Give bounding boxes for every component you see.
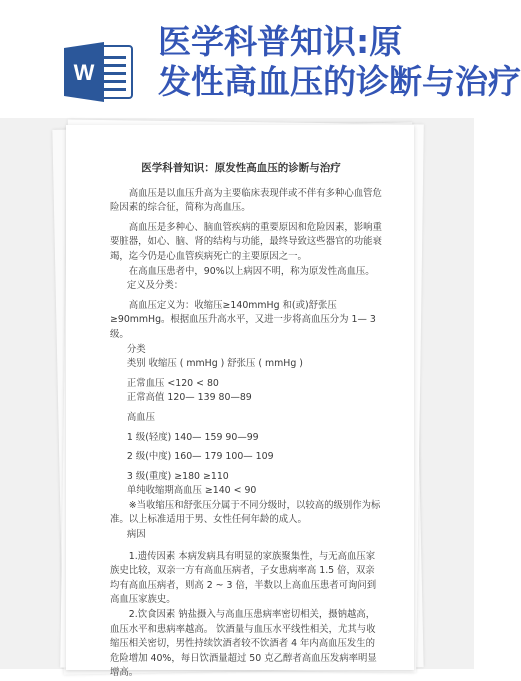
table-row-high-normal: 正常高值 120— 139 80—89	[126, 392, 252, 404]
document-title: 医学科普知识：原发性高血压的诊断与治疗	[141, 162, 341, 174]
paragraph-diet: 2.饮食因素 钠盐摄入与高血压患病率密切相关，摄钠越高，血压水平和患病率越高。 饮酒量与血压水平线性相关，尤其与收缩压相关密切，男性持续饮酒者较不饮酒者 4 年内高血压发生的危险增加 40%，每日饮酒量超过 50 克乙醇者高血压发病率明显增高。	[110, 609, 377, 679]
table-row-grade1: 1 级(轻度) 140— 159 90—99	[126, 431, 259, 443]
paragraph-note: ※当收缩压和舒张压分属于不同分级时，以较高的级别作为标准。以上标准适用于男、女性任何年龄的成人。	[110, 499, 381, 526]
banner	[0, 0, 521, 118]
table-row-grade3: 3 级(重度) ≥180 ≥110	[126, 470, 229, 482]
paragraph-definition-intro: 高血压是以血压升高为主要临床表现伴或不伴有多种心血管危险因素的综合征，简称为高血压。	[110, 187, 382, 214]
section-heading-etiology: 病因	[126, 529, 146, 541]
section-heading-classification: 分类	[126, 343, 146, 355]
table-row-grade2: 2 级(中度) 160— 179 100— 109	[126, 451, 274, 463]
table-row-normal: 正常血压 <120 < 80	[126, 377, 219, 389]
paragraph-risk: 高血压是多种心、脑血管疾病的重要原因和危险因素，影响重要脏器，如心、脑、肾的结构与功能，最终导致这些器官的功能衰竭，迄今仍是心血管疾病死亡的主要原因之一。	[110, 221, 382, 262]
table-row-isolated-systolic: 单纯收缩期高血压 ≥140 < 90	[126, 485, 257, 497]
paragraph-primary: 在高血压患者中，90%以上病因不明，称为原发性高血压。	[128, 265, 375, 277]
banner-title-line1: 医学科普知识:原	[158, 22, 403, 61]
table-header-row: 类别 收缩压 ( mmHg ) 舒张压 ( mmHg )	[126, 358, 303, 370]
paragraph-definition: 高血压定义为：收缩压≥140mmHg 和(或)舒张压≥90mmHg。根据血压升高水平，又进一步将高血压分为 1— 3 级。	[110, 299, 376, 340]
word-icon	[64, 40, 134, 104]
banner-title-line2: 发性高血压的诊断与治疗	[158, 62, 521, 101]
svg-text:W: W	[73, 60, 95, 85]
table-row-hypertension: 高血压	[126, 411, 156, 423]
paragraph-genetic: 1.遗传因素 本病发病具有明显的家族聚集性，与无高血压家族史比较，双亲一方有高血压病者，子女患病率高 1.5 倍，双亲均有高血压病者，则高 2 ~ 3 倍，半数以上高血压患者可询问到高血压家族史。	[110, 550, 377, 606]
banner-title	[158, 22, 521, 102]
document-sheet	[66, 125, 414, 679]
section-heading-definition: 定义及分类：	[126, 280, 184, 292]
